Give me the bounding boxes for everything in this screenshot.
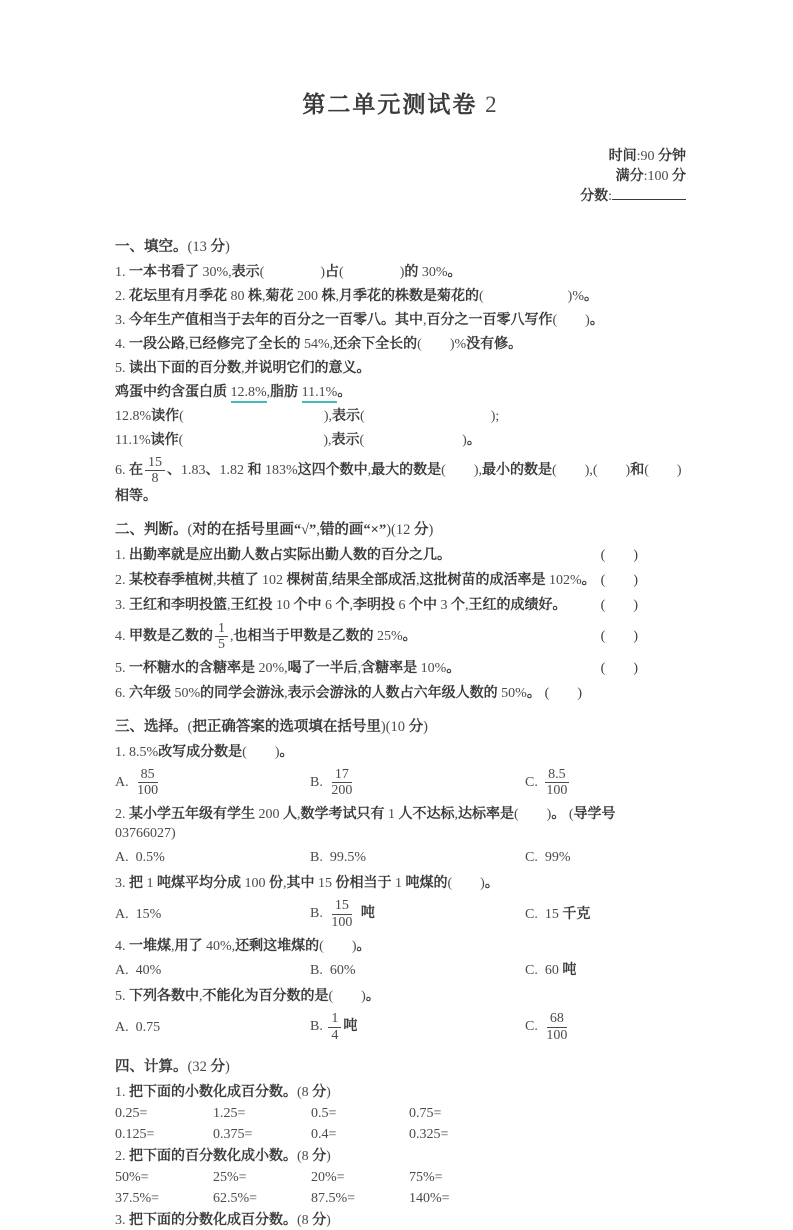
fraction: $\frac{68}{100}$ (546, 1011, 568, 1043)
option-cell: C. 99% (525, 850, 571, 866)
question-line: 4. 一段公路,已经修完了全长的 54%,还余下全长的( )%没有修。 (115, 337, 523, 352)
calc-cell: 140%= (409, 1190, 450, 1206)
calc-cell: 1.25= (213, 1105, 246, 1121)
answer-bracket: ( ) (544, 685, 582, 701)
exam-meta (115, 129, 686, 221)
answer-bracket: ( ) (600, 629, 638, 645)
options-row (115, 767, 686, 799)
section-multiple-choice (115, 715, 686, 1043)
fraction: $\frac{85}{100}$ (137, 766, 159, 798)
calc-row (115, 1189, 686, 1209)
judge-line (115, 546, 686, 565)
question-line: 2. 把下面的百分数化成小数。(8 分) (115, 1148, 331, 1164)
fraction: $\frac{15}{100}$ (331, 898, 353, 930)
answer-bracket: ( ) (600, 547, 638, 563)
judge-text: 2. 某校春季植树,共植了 102 棵树苗,结果全部成活,这批树苗的成活率是 102%。 (115, 572, 596, 588)
option-cell: B. $\frac{1}{4}$ 吨 (310, 1011, 358, 1043)
option-cell: C. $\frac{8.5}{100}$ (525, 767, 686, 799)
calc-cell: 0.5= (311, 1105, 337, 1121)
fraction: $\frac{1}{4}$ (328, 1011, 341, 1043)
calc-cell: 0.375= (213, 1126, 253, 1142)
section-heading: 一、填空。(13 分) (115, 239, 230, 255)
option-cell: A. $\frac{85}{100}$ (115, 767, 310, 799)
calc-cell: 87.5%= (311, 1190, 356, 1206)
underlined-value: 12.8% (231, 385, 267, 403)
question-line: 1. 把下面的小数化成百分数。(8 分) (115, 1084, 331, 1100)
option-cell: B. 99.5% (310, 850, 366, 866)
option-cell: C. $\frac{68}{100}$ (525, 1011, 686, 1043)
answer-bracket: ( ) (600, 597, 638, 613)
question-line: 11.1%读作( ),表示( )。 (115, 433, 481, 448)
calc-row (115, 1168, 686, 1188)
options-row (115, 848, 686, 867)
question-line: 5. 下列各数中,不能化为百分数的是( )。 (115, 989, 380, 1005)
question-line: 1. 8.5%改写成分数是( )。 (115, 744, 294, 760)
section-heading: 二、判断。(对的在括号里画“√”,错的画“×”)(12 分) (115, 521, 434, 538)
calc-row (115, 1125, 686, 1145)
question-line: 鸡蛋中约含蛋白质 12.8%,脂肪 11.1%。 (115, 383, 686, 402)
calc-cell: 0.75= (409, 1105, 442, 1121)
judge-line (115, 659, 686, 678)
calc-cell: 0.325= (409, 1126, 449, 1142)
section-calculation (115, 1055, 686, 1230)
question-line: 4. 一堆煤,用了 40%,还剩这堆煤的( )。 (115, 939, 371, 955)
option-cell: A. 15% (115, 906, 162, 922)
fraction: $\frac{1}{5}$ (215, 621, 228, 653)
calc-cell: 62.5%= (213, 1190, 258, 1206)
question-line: 1. 一本书看了 30%,表示( )占( )的 30%。 (115, 265, 462, 280)
judge-text: 6. 六年级 50%的同学会游泳,表示会游泳的人数占六年级人数的 50%。 (115, 685, 541, 701)
option-cell: C. 15 千克 (525, 906, 591, 922)
judge-line (115, 571, 686, 590)
meta-full-score: 满分:100 分 (615, 169, 686, 184)
options-row (115, 1011, 686, 1043)
option-cell: C. 60 吨 (525, 963, 577, 979)
calc-cell: 0.4= (311, 1126, 337, 1142)
calc-cell: 20%= (311, 1169, 345, 1185)
section-heading: 四、计算。(32 分) (115, 1058, 230, 1075)
option-cell: B. $\frac{15}{100}$ 吨 (310, 898, 375, 930)
judge-text: 3. 王红和李明投篮,王红投 10 个中 6 个,李明投 6 个中 3 个,王红的成绩好。 (115, 597, 567, 613)
page-title: 第二单元测试卷 2 (302, 92, 499, 117)
section-fill-blanks (115, 235, 686, 506)
question-line: 3. 把下面的分数化成百分数。(8 分) (115, 1212, 331, 1228)
question-line: 3. 把 1 吨煤平均分成 100 份,其中 15 份相当于 1 吨煤的( )。 (115, 876, 499, 892)
judge-line (115, 621, 686, 653)
underlined-value: 11.1% (302, 385, 338, 403)
question-line: 5. 读出下面的百分数,并说明它们的意义。 (115, 361, 371, 376)
question-line: 2. 花坛里有月季花 80 株,菊花 200 株,月季花的株数是菊花的( )%。 (115, 289, 598, 304)
option-cell: A. 40% (115, 963, 162, 979)
option-cell: B. 60% (310, 963, 356, 979)
answer-bracket: ( ) (600, 660, 638, 676)
meta-score-label: 分数: (580, 189, 612, 204)
answer-bracket: ( ) (600, 572, 638, 588)
fraction: $\frac{8.5}{100}$ (546, 766, 568, 798)
calc-cell: 37.5%= (115, 1190, 160, 1206)
option-cell: A. 0.5% (115, 850, 165, 866)
question-line: 6. 在 $\frac{15}{8}$ 、1.83、1.82 和 183%这四个数中,最大的数是( ),最小的数是( ),( )和( )相等。 (115, 455, 682, 504)
judge-text: 5. 一杯糖水的含糖率是 20%,喝了一半后,含糖率是 10%。 (115, 660, 461, 676)
judge-text: 1. 出勤率就是应出勤人数占实际出勤人数的百分之几。 (115, 547, 451, 563)
question-line: 12.8%读作( ),表示( ); (115, 409, 500, 424)
calc-cell: 50%= (115, 1169, 149, 1185)
judge-line (115, 684, 686, 703)
judge-text: 4. 甲数是乙数的 $\frac{1}{5}$ ,也相当于甲数是乙数的 25%。 (115, 620, 417, 653)
sections-container (115, 235, 686, 1230)
calc-cell: 0.125= (115, 1126, 155, 1142)
calc-row (115, 1104, 686, 1124)
option-cell: B. $\frac{17}{200}$ (310, 767, 525, 799)
options-row (115, 961, 686, 980)
calc-cell: 25%= (213, 1169, 247, 1185)
calc-cell: 0.25= (115, 1105, 148, 1121)
meta-time: 时间:90 分钟 (608, 149, 686, 164)
fraction: $\frac{17}{200}$ (331, 766, 353, 798)
fraction: $\frac{15}{8}$ (145, 455, 165, 487)
calc-cell: 75%= (409, 1169, 443, 1185)
section-true-false (115, 518, 686, 703)
judge-line (115, 596, 686, 615)
section-heading: 三、选择。(把正确答案的选项填在括号里)(10 分) (115, 718, 428, 735)
score-blank (612, 187, 686, 200)
options-row (115, 898, 686, 930)
question-line: 3. 今年生产值相当于去年的百分之一百零八。其中,百分之一百零八写作( )。 (115, 313, 604, 328)
question-line: 2. 某小学五年级有学生 200 人,数学考试只有 1 人不达标,达标率是( )。 (导学号 03766027) (115, 807, 630, 842)
option-cell: A. 0.75 (115, 1019, 161, 1035)
